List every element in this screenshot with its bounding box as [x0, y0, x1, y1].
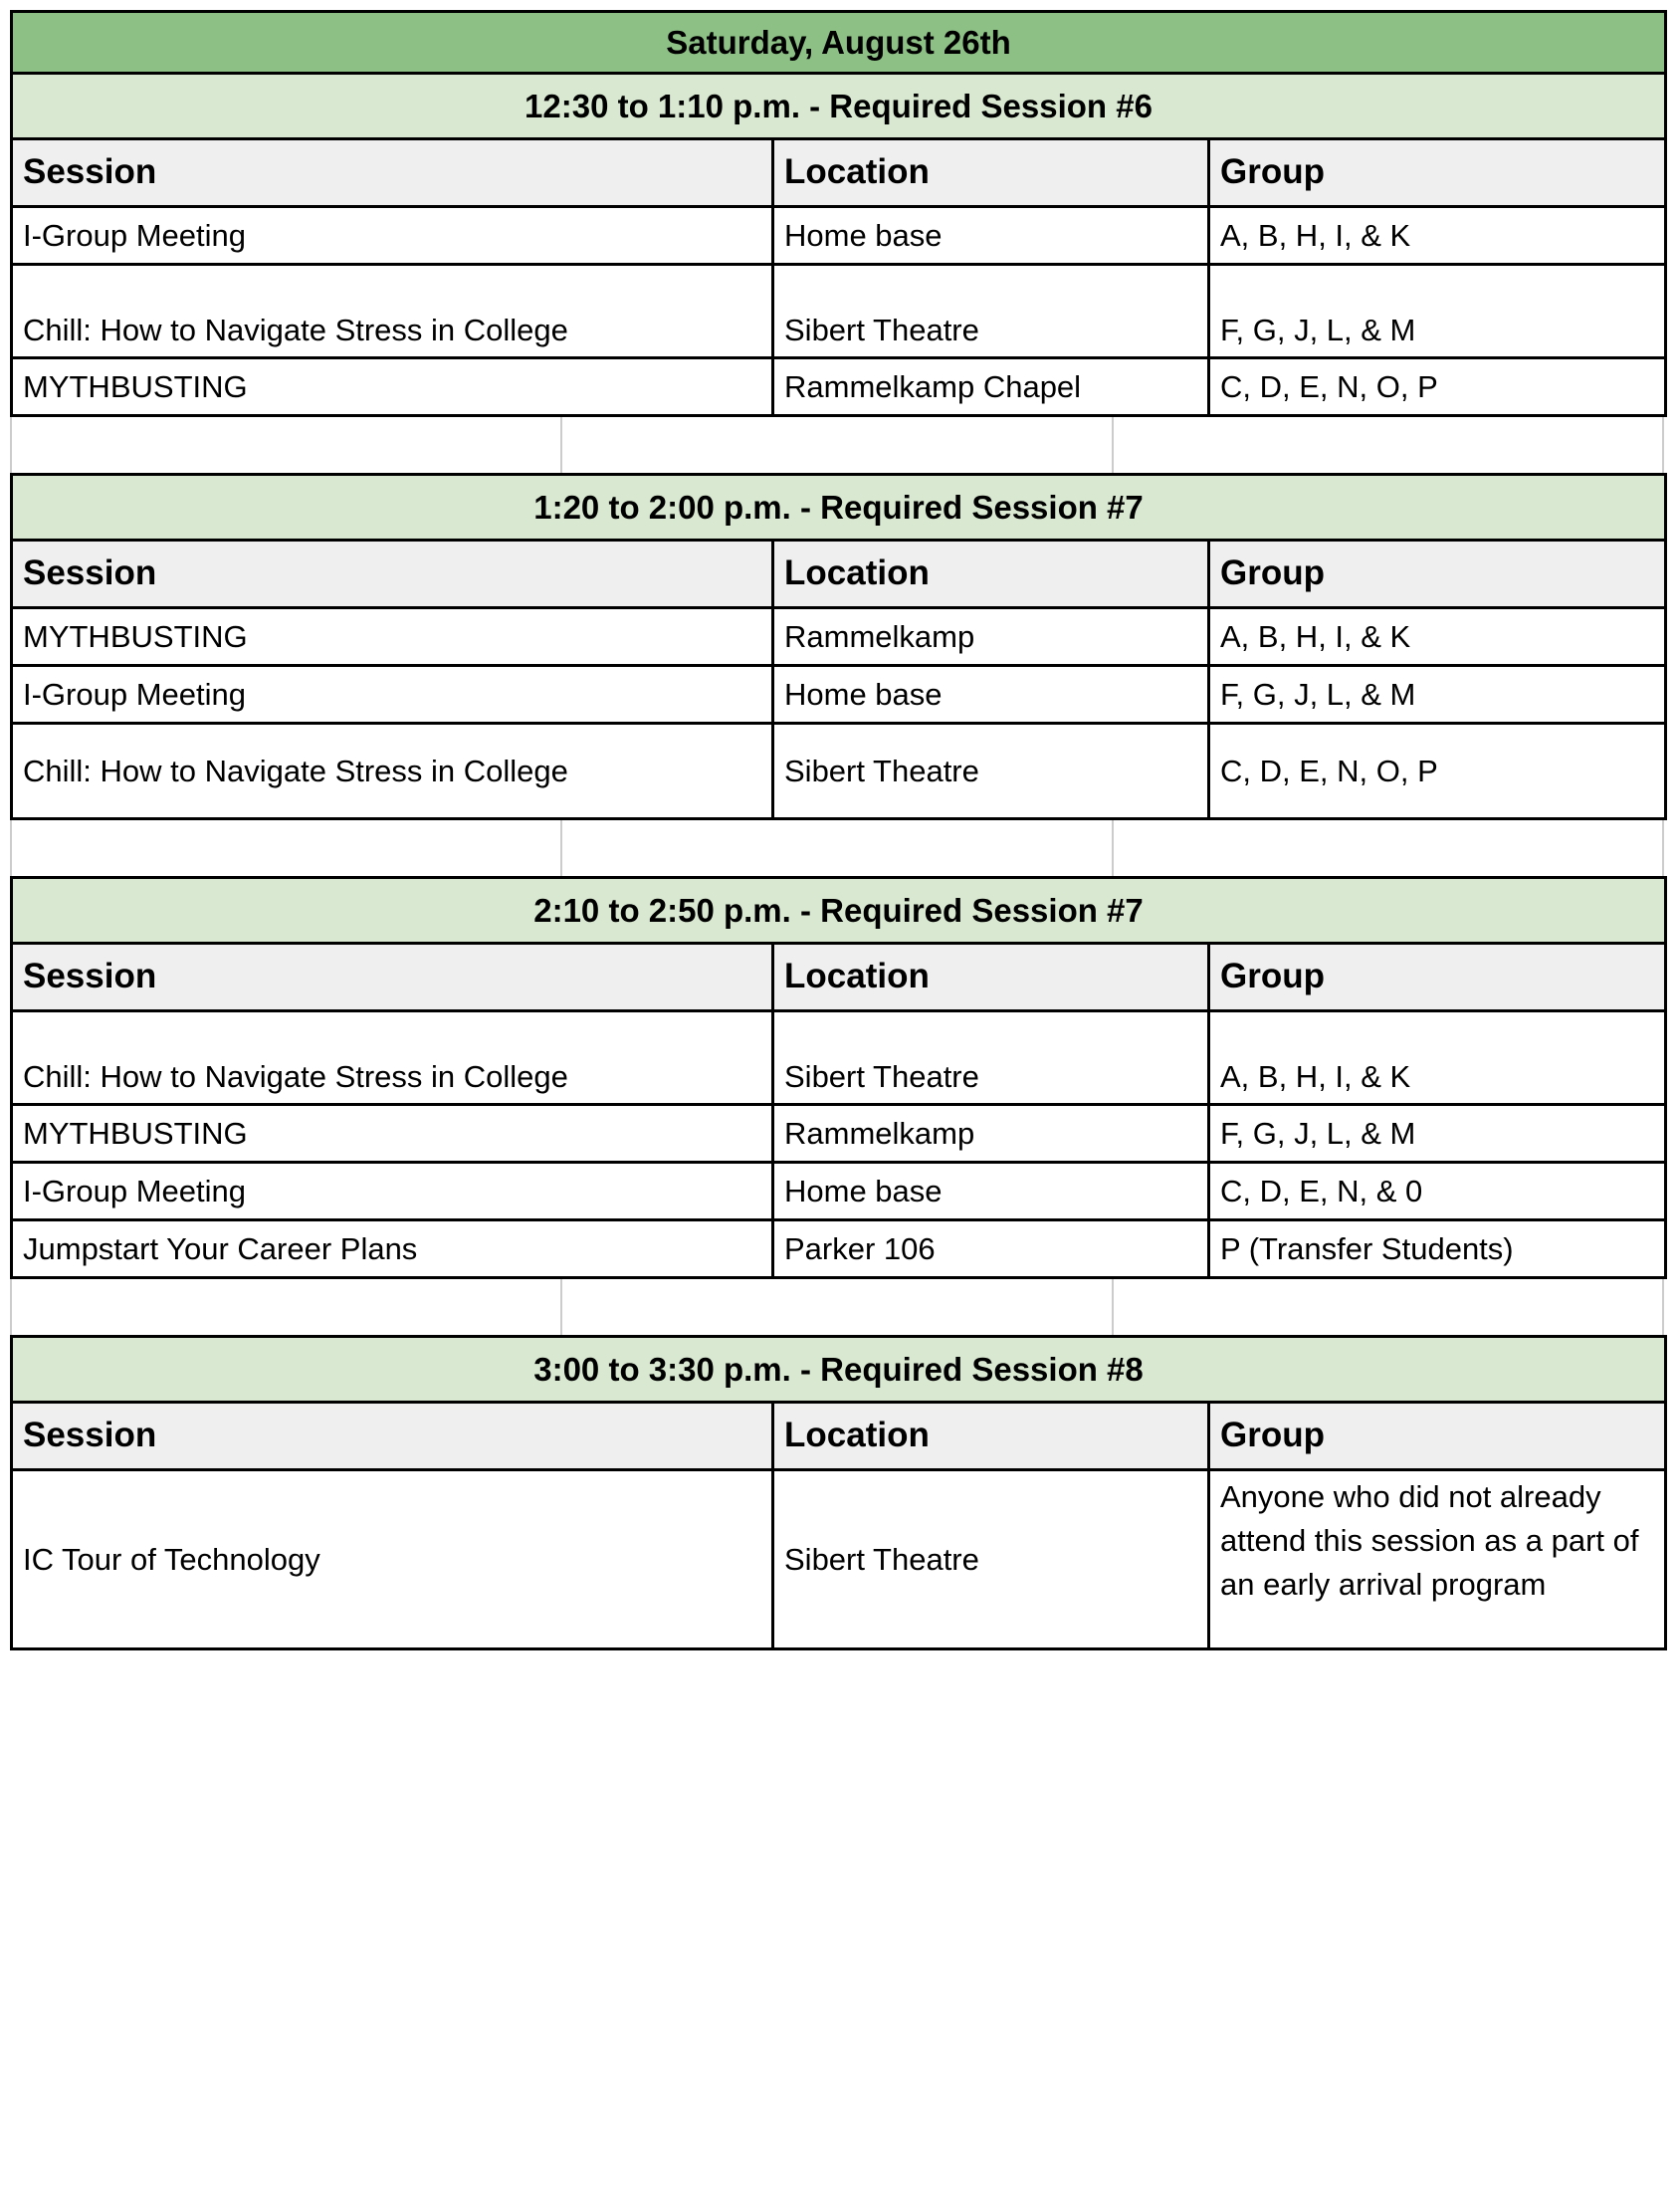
schedule-block-2 — [10, 473, 1667, 820]
group-cell: A, B, H, I, & K — [1209, 207, 1666, 265]
location-cell: Parker 106 — [773, 1220, 1209, 1278]
location-cell: Home base — [773, 666, 1209, 724]
location-cell: Home base — [773, 207, 1209, 265]
time-banner-title-2: 1:20 to 2:00 p.m. - Required Session #7 — [12, 475, 1666, 541]
location-cell: Rammelkamp — [773, 1105, 1209, 1163]
group-cell: F, G, J, L, & M — [1209, 265, 1666, 358]
group-cell: P (Transfer Students) — [1209, 1220, 1666, 1278]
location-cell: Home base — [773, 1163, 1209, 1220]
location-cell: Sibert Theatre — [773, 1011, 1209, 1105]
time-banner-row-2 — [12, 475, 1666, 541]
table-row — [12, 666, 1666, 724]
column-header-row-1 — [12, 139, 1666, 207]
group-cell: F, G, J, L, & M — [1209, 666, 1666, 724]
spacer-cell — [561, 1279, 1112, 1335]
column-header-session: Session — [12, 1403, 773, 1470]
spacer-cell — [1113, 820, 1663, 876]
table-row — [12, 207, 1666, 265]
session-cell: Chill: How to Navigate Stress in College — [12, 1011, 773, 1105]
location-cell: Rammelkamp — [773, 608, 1209, 666]
schedule-block-1 — [10, 10, 1667, 417]
location-cell: Sibert Theatre — [773, 265, 1209, 358]
group-cell: C, D, E, N, & 0 — [1209, 1163, 1666, 1220]
column-header-session: Session — [12, 541, 773, 608]
location-cell: Rammelkamp Chapel — [773, 358, 1209, 416]
column-header-session: Session — [12, 944, 773, 1011]
table-row — [12, 1011, 1666, 1105]
time-banner-title-3: 2:10 to 2:50 p.m. - Required Session #7 — [12, 878, 1666, 944]
group-cell: C, D, E, N, O, P — [1209, 724, 1666, 819]
location-cell: Sibert Theatre — [773, 1470, 1209, 1649]
column-header-location: Location — [773, 541, 1209, 608]
spacer-cell — [561, 417, 1112, 473]
column-header-row-2 — [12, 541, 1666, 608]
session-cell: Chill: How to Navigate Stress in College — [12, 265, 773, 358]
column-header-group: Group — [1209, 944, 1666, 1011]
time-banner-row-3 — [12, 878, 1666, 944]
block-spacer-3 — [10, 1279, 1664, 1335]
session-cell: Jumpstart Your Career Plans — [12, 1220, 773, 1278]
group-cell: F, G, J, L, & M — [1209, 1105, 1666, 1163]
column-header-row-4 — [12, 1403, 1666, 1470]
spacer-cell — [1113, 417, 1663, 473]
spacer-cell — [1113, 1279, 1663, 1335]
column-header-group: Group — [1209, 139, 1666, 207]
spacer-cell — [11, 820, 561, 876]
time-banner-row-1 — [12, 74, 1666, 139]
table-row — [12, 724, 1666, 819]
table-row — [12, 265, 1666, 358]
time-banner-title-4: 3:00 to 3:30 p.m. - Required Session #8 — [12, 1337, 1666, 1403]
group-cell: C, D, E, N, O, P — [1209, 358, 1666, 416]
column-header-session: Session — [12, 139, 773, 207]
time-banner-title-1: 12:30 to 1:10 p.m. - Required Session #6 — [12, 74, 1666, 139]
session-cell: MYTHBUSTING — [12, 608, 773, 666]
session-cell: MYTHBUSTING — [12, 358, 773, 416]
schedule-block-4 — [10, 1335, 1667, 1650]
group-cell: Anyone who did not already attend this session as a part of an early arrival program — [1209, 1470, 1666, 1649]
day-banner-title: Saturday, August 26th — [12, 12, 1666, 74]
column-header-location: Location — [773, 1403, 1209, 1470]
table-row — [12, 1163, 1666, 1220]
block-spacer-1 — [10, 417, 1664, 473]
schedule-block-3 — [10, 876, 1667, 1279]
column-header-location: Location — [773, 944, 1209, 1011]
table-row — [12, 1470, 1666, 1649]
block-spacer-2 — [10, 820, 1664, 876]
location-cell: Sibert Theatre — [773, 724, 1209, 819]
group-cell: A, B, H, I, & K — [1209, 608, 1666, 666]
group-cell: A, B, H, I, & K — [1209, 1011, 1666, 1105]
session-cell: I-Group Meeting — [12, 666, 773, 724]
spacer-cell — [11, 1279, 561, 1335]
table-row — [12, 1105, 1666, 1163]
table-row — [12, 358, 1666, 416]
session-cell: IC Tour of Technology — [12, 1470, 773, 1649]
spacer-cell — [11, 417, 561, 473]
time-banner-row-4 — [12, 1337, 1666, 1403]
column-header-row-3 — [12, 944, 1666, 1011]
column-header-group: Group — [1209, 1403, 1666, 1470]
column-header-location: Location — [773, 139, 1209, 207]
spacer-cell — [561, 820, 1112, 876]
session-cell: MYTHBUSTING — [12, 1105, 773, 1163]
column-header-group: Group — [1209, 541, 1666, 608]
day-banner-row — [12, 12, 1666, 74]
session-cell: I-Group Meeting — [12, 1163, 773, 1220]
session-cell: Chill: How to Navigate Stress in College — [12, 724, 773, 819]
session-cell: I-Group Meeting — [12, 207, 773, 265]
table-row — [12, 1220, 1666, 1278]
table-row — [12, 608, 1666, 666]
